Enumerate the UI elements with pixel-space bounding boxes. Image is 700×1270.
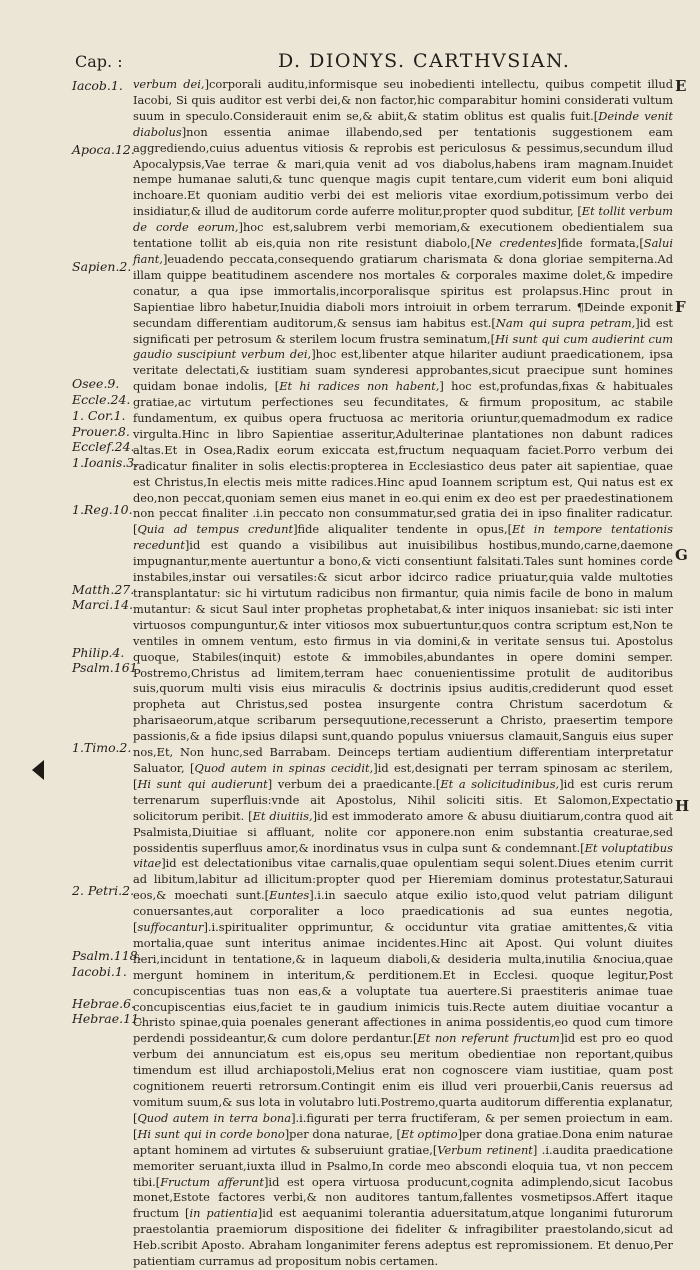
commentary-text: ]id est significati per petrosum & sterilem locum frustra seminatum,[ — [133, 315, 674, 346]
scripture-quote: Hi sunt qui cum audierint cum gaudio suscipiunt verbum dei, — [133, 331, 673, 362]
scripture-quote: verbum dei, — [133, 77, 205, 91]
commentary-text: ]corporali auditu,informisque seu inobedienti intellectu, quibus competit illud Iacobi, Si quis auditor est verbi dei,& non factor,hic comparabitur homini considerati vultum suum in speculo.Considerauit enim se,& abiit,& statim oblitus est qualis fuit.[ — [133, 77, 674, 123]
commentary-text: ]id est curis rerum terrenarum superfluis:vnde ait Apostolus, Nihil soliciti sitis. Et Salomon,Expectatio solicitorum peribit. [ — [133, 776, 673, 823]
commentary-text: ].i.spiritualiter opprimuntur, & occiduntur vita gratiae amittentes,& vitia mortalia,quae sunt interitus animae incidentes.Hinc ait Apost. Qui volunt diuites fieri,incidunt in tentatione,& in laqueum diaboli,& desideria multa,inutilia &nociua,quae mergunt hominem in interitum,& perditionem.Et in Ecclesi. quoque legitur,Post concupiscentias tuas non eas,& a voluptate tua auertere.Si praestiteris animae tuae concupiscentias eius,faciet te in gaudium inimicis tuis.Recte autem diuitiae vocantur a Christo spinae,quia poenales generant affectiones in anima possidentis,eo quod cum timore perdendi possideantur,& cum dolore perdantur.[ — [133, 920, 673, 1046]
scripture-quote: Et tollit verbum de corde eorum, — [133, 204, 673, 235]
commentary-text: ]hoc est,salubrem verbi memoriam,& executionem obedientialem sua tentatione tollit ab eis,quia non rite resistunt diabolo,[ — [133, 220, 673, 251]
margin-note-psalm: Psalm.161. — [72, 660, 142, 675]
margin-note-petri: 2. Petri.2. — [72, 883, 135, 898]
commentary-text: ]fide formata,[ — [556, 236, 644, 251]
margin-note-reg: 1.Reg.10. — [72, 502, 133, 517]
scripture-quote: Ne credentes — [475, 236, 557, 251]
scripture-quote: Deinde venit diabolus — [133, 108, 673, 139]
scripture-quote: Et diuitiis, — [252, 808, 313, 823]
running-header — [0, 50, 700, 76]
margin-note-marci: Marci.14. — [72, 597, 134, 612]
body-text — [133, 77, 673, 1270]
chapter-label: Cap. : — [75, 52, 123, 71]
commentary-text: ]id est quando a visibilibus aut inuisibilibus hostibus,mundo,carne,daemone impugnantur,mente auertuntur a bono,& victi consentiunt falsitati.Tales sunt homines corde instabiles,instar oui versatiles:& sicut arbor idcirco radice priuatur,quia valde multoties transplantatur: sic hi virtutum radicibus non firmantur, quia nimis facile de bono in malum mutantur: & sicut Saul inter prophetas prophetabat,& inter iniquos insaniebat: sic isti inter virtuosos compunguntur,& inter vitiosos mox subuertuntur,quos contra scriptum est,Non te ventiles in omnem ventum, esto firmus in via domini,& in veritate sensus tui. Apostolus quoque, Stabiles(inquit) estote & immobiles,abundantes in opere domini semper. Postremo,Christus ad limitem,terram haec conuenientissime protulit de auditoribus suis,quorum multi visis eius miraculis & doctrinis ipsius auditis,crediderunt quod esset propheta aut Christus,sed postea insurgente contra Christum sacerdotum & pharisaeorum,atque scribarum persequutione,recesserunt a Christo, praesertim tempore passionis,& a fide ipsius dilapsi sunt,quando populus vniuersus clamauit,Sanguis eius super nos,Et, Non hunc,sed Barrabam. Deinceps tertiam audientium differentiam interpretatur Saluator, [ — [133, 538, 673, 775]
commentary-text: ]id est pro eo quod verbum dei annunciatum est eis,opus seu meritum obedientiae non reportant,quibus timendum est illud archiapostoli,Melius erat non cognoscere viam iustitiae, quam post cognitionem reuerti retrorsum.Contingit enim eis illud veri prouerbii,Canis reuersus ad vomitum suum,& sus lota in volutabro luti.Postremo,quarta auditorum differentia explanatur,[ — [133, 1031, 673, 1125]
commentary-text: ]id est aequanimi tolerantia aduersitatum,atque longanimi futurorum praestolantia praemiorum dispositione dei fideliter & infragibiliter praestolando,sicut ad Heb.scribit Aposto. Abraham longanimiter ferens adeptus est repromissionem. Et denuo,Per patientiam curramus ad propositum nobis certamen. — [133, 1206, 673, 1269]
margin-note-hebrae-11: Hebrae.11. — [72, 1011, 143, 1026]
scripture-quote: Hi sunt qui audierunt — [137, 776, 268, 791]
commentary-text: ] verbum dei a praedicante.[ — [267, 776, 441, 791]
section-letter-h: H — [675, 797, 690, 815]
commentary-text: ]id est,designati per terram spinosam ac sterilem, [ — [133, 760, 674, 791]
scripture-quote: Salui fiant, — [133, 236, 673, 266]
scripture-quote: Verbum retinent — [437, 1142, 533, 1157]
commentary-text: ]euadendo peccata,consequendo gratiarum charismata & dona gloriae sempiterna.Ad illam quippe beatitudinem ascendere nos mortales & corporales maxime dolet,& impedire conatur, a qua ipse immortalis,incorporalisque spiritus est prolapsus.Hinc prout in Sapientiae libro habetur,Inuidia diaboli mors introiuit in orbem terrarum. ¶Deinde exponit secundam differentiam auditorum,& sensus iam habitus est.[ — [133, 251, 673, 330]
scripture-quote: Nam qui supra petram, — [495, 315, 636, 330]
scripture-quote: Quod autem in spinas cecidit, — [194, 760, 374, 775]
margin-note-eccle: Eccle.24. — [72, 392, 131, 407]
commentary-text: ]fide aliqualiter tendente in opus,[ — [293, 522, 513, 537]
scripture-quote: Et in tempore tentationis recedunt — [133, 522, 673, 553]
scripture-quote: Et non referunt fructum — [417, 1031, 560, 1046]
commentary-text: ].i.figurati per terra fructiferam, & per semen proiectum in eam.[ — [133, 1110, 674, 1141]
commentary-text: ]id est opera virtuosa producunt,cognita adimplendo,sicut Iacobus monet,Estote factores verbi,& non auditores tantum,fallentes vosmetipsos.Affert itaque fructum [ — [133, 1174, 674, 1221]
commentary-text: ]non essentia animae illabendo,sed per tentationis suggestionem eam aggrediendo,cuius aduentus vitiosis & reprobis est periculosus & pessimus,secundum illud Apocalypsis,Vae terrae & mari,quia venit ad vos diabolus,habens iram magnam.Inuidet nempe humanae saluti,& tunc quenque magis cupit tentare,cum viderit eum boni aliquid inchoare.Et quoniam auditio verbi dei est melioris vitae exordium,potissimum verbo dei insidiatur,& illud de auditorum corde auferre molitur,propter quod subditur, [ — [133, 124, 673, 219]
section-letter-e: E — [675, 77, 687, 95]
margin-note-ioanis: 1.Ioanis.3. — [72, 455, 139, 470]
scripture-quote: Et optimo — [401, 1126, 458, 1141]
scripture-quote: in patientia — [189, 1206, 258, 1221]
margin-note-prouer: Prouer.8. — [72, 424, 130, 439]
commentary-text: ] .i.audita praedicatione memoriter seruant,iuxta illud in Psalmo,In corde meo abscondi eloquia tua, vt non peccem tibi.[ — [133, 1142, 673, 1189]
scripture-quote: Et hi radices non habent, — [279, 379, 440, 394]
scripture-quote: Fructum afferunt — [160, 1174, 264, 1189]
scripture-quote: suffocantur — [137, 920, 204, 935]
commentary-text: ]hoc est,libenter atque hilariter audiunt praedicationem, ipsa veritate delectati,& iustitiam suam synderesi approbantes,sicut praecipue sunt homines quidam bonae indolis, [ — [133, 347, 674, 394]
margin-note-iacob: Iacob.1. — [72, 78, 123, 93]
margin-note-iacobi: Iacobi.1. — [72, 964, 127, 979]
margin-note-cor: 1. Cor.1. — [72, 408, 126, 423]
margin-note-psalm-118: Psalm.118. — [72, 948, 142, 963]
section-letter-f: F — [675, 298, 686, 316]
running-title: D. DIONYS. CARTHVSIAN. — [278, 50, 571, 72]
scripture-quote: Quia ad tempus credunt — [137, 522, 294, 537]
margin-note-hebrae-6: Hebrae.6. — [72, 996, 136, 1011]
body-paragraph — [133, 77, 673, 1270]
commentary-text: ].i.in saeculo atque exilio isto,quod velut patriam diligunt conuersantes,aut corporaliter a loco praedicationis ad sua euntes negotia,[ — [133, 888, 674, 935]
scripture-quote: Hi sunt qui in corde bono — [137, 1126, 285, 1141]
margin-note-philip: Philip.4. — [72, 645, 125, 660]
margin-note-osee: Osee.9. — [72, 376, 120, 391]
margin-note-sapien: Sapien.2. — [72, 259, 132, 274]
margin-note-matth: Matth.27. — [72, 582, 135, 597]
scripture-quote: Et voluptatibus vitae — [133, 840, 673, 871]
margin-note-ecclef: Ecclef.24. — [72, 439, 135, 454]
scripture-quote: Quod autem in terra bona — [137, 1110, 292, 1125]
scripture-quote: Euntes — [269, 888, 310, 903]
commentary-text: ]per dona naturae, [ — [284, 1126, 401, 1141]
section-letter-g: G — [675, 546, 688, 564]
pointer-arrow-icon — [32, 760, 44, 780]
margin-note-apoca: Apoca.12. — [72, 142, 135, 157]
margin-note-timo: 1.Timo.2. — [72, 740, 132, 755]
commentary-text: ]id est delectationibus vitae carnalis,quae opulentiam sequi solent.Diues etenim currit ad libitum,labitur ad illicitum:propter quod per Hieremiam dominus protestatur,Saturaui eos,& moechati sunt.[ — [133, 856, 673, 903]
scripture-quote: Et a solicitudinibus, — [440, 776, 560, 791]
commentary-text: ]id est immoderato amore & abusu diuitiarum,contra quod ait Psalmista,Diuitiae si affluant, nolite cor apponere.non enim substantia creaturae,sed possidentis superfluus amor,& inordinatus vsus in culpa sunt & condemnant.[ — [133, 808, 673, 855]
commentary-text: ] hoc est,profundas,fixas & habituales gratiae,ac virtutum perfectiones seu fecunditates, & firmum propositum, ac stabile fundamentum, ex quibus opera fructuosa ac meritoria oriuntur,quemadmodum ex radice virgulta.Hinc in libro Sapientiae asseritur,Adulterinae plantationes non dabunt radices altas.Et in Osea,Radix eorum exiccata est,fructum nequaquam faciet.Porro verbum dei radicatur finaliter in solis electis:propterea in Ecclesiastico deus pater ait sapientiae, quae est Christus,In electis meis mitte radices.Hinc apud Ioannem scriptum est, Qui natus est ex deo,non peccat,quoniam semen eius manet in eo.qui enim ex deo est per praedestinationem non peccat finaliter .i.in peccato non consummatur,sed gratia dei in ipso finaliter radicatur. [ — [133, 379, 674, 537]
commentary-text: ]per dona gratiae.Dona enim naturae aptant hominem ad virtutes & subseruiunt gratiae,[ — [133, 1126, 673, 1157]
